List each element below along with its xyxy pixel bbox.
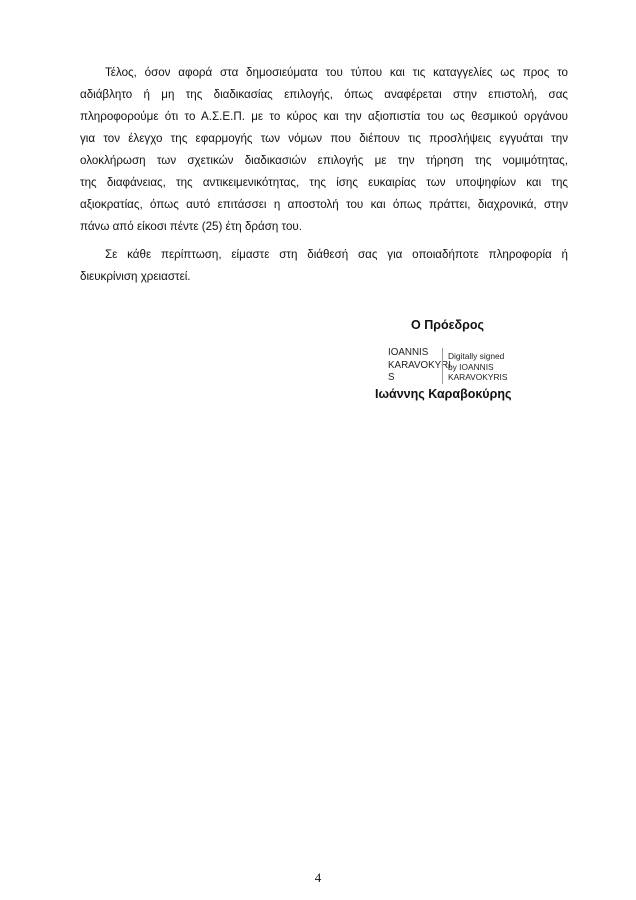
digital-signature-detail-line: Digitally signed xyxy=(448,351,505,361)
paragraph-line: ολοκλήρωση των σχετικών διαδικασιών επιλογής με την τήρηση της νομιμότητας, xyxy=(80,154,568,167)
paragraph-line: αδιάβλητο ή μη της διαδικασίας επιλογής, όπως αναφέρεται στην επιστολή, σας xyxy=(80,88,568,101)
digital-signature-name-line: S xyxy=(388,372,395,383)
digital-signature-name-line: KARAVOKYRI xyxy=(388,359,451,371)
digital-signature-detail-line: by IOANNIS xyxy=(448,361,494,372)
paragraph-line: διευκρίνιση χρειαστεί. xyxy=(80,270,191,283)
paragraph-line: Σε κάθε περίπτωση, είμαστε στη διάθεσή σας για οποιαδήποτε πληροφορία ή xyxy=(105,248,568,261)
page-number: 4 xyxy=(314,870,322,885)
signatory-role: Ο Πρόεδρος xyxy=(411,318,484,332)
paragraph-line: πληροφορούμε ότι το Α.Σ.Ε.Π. με το κύρος και την αξιοπιστία του ως θεσμικού οργάνου xyxy=(80,110,568,123)
paragraph-line: Τέλος, όσον αφορά στα δημοσιεύματα του τύπου και τις καταγγελίες ως προς το xyxy=(105,66,568,79)
paragraph-line: πάνω από είκοσι πέντε (25) έτη δράση του. xyxy=(80,220,302,233)
signer-name: Ιωάννης Καραβοκύρης xyxy=(375,387,512,401)
paragraph-line: για τον έλεγχο της εφαρμογής των νόμων που διέπουν τις προσλήψεις εγγυάται την xyxy=(80,132,568,145)
paragraph-line: αξιοκρατίας, όπως αυτό επιτάσσει η αποστολή του και όπως πράττει, διαχρονικά, στην xyxy=(80,198,568,211)
digital-signature-name-line: IOANNIS xyxy=(388,347,429,358)
digital-signature-detail-line: KARAVOKYRIS xyxy=(448,372,508,382)
digital-signature-details xyxy=(448,351,507,383)
digital-signature-divider xyxy=(442,348,443,384)
paragraph-line: της διαφάνειας, της αντικειμενικότητας, της ίσης ευκαιρίας των υποψηφίων και της xyxy=(80,176,568,189)
